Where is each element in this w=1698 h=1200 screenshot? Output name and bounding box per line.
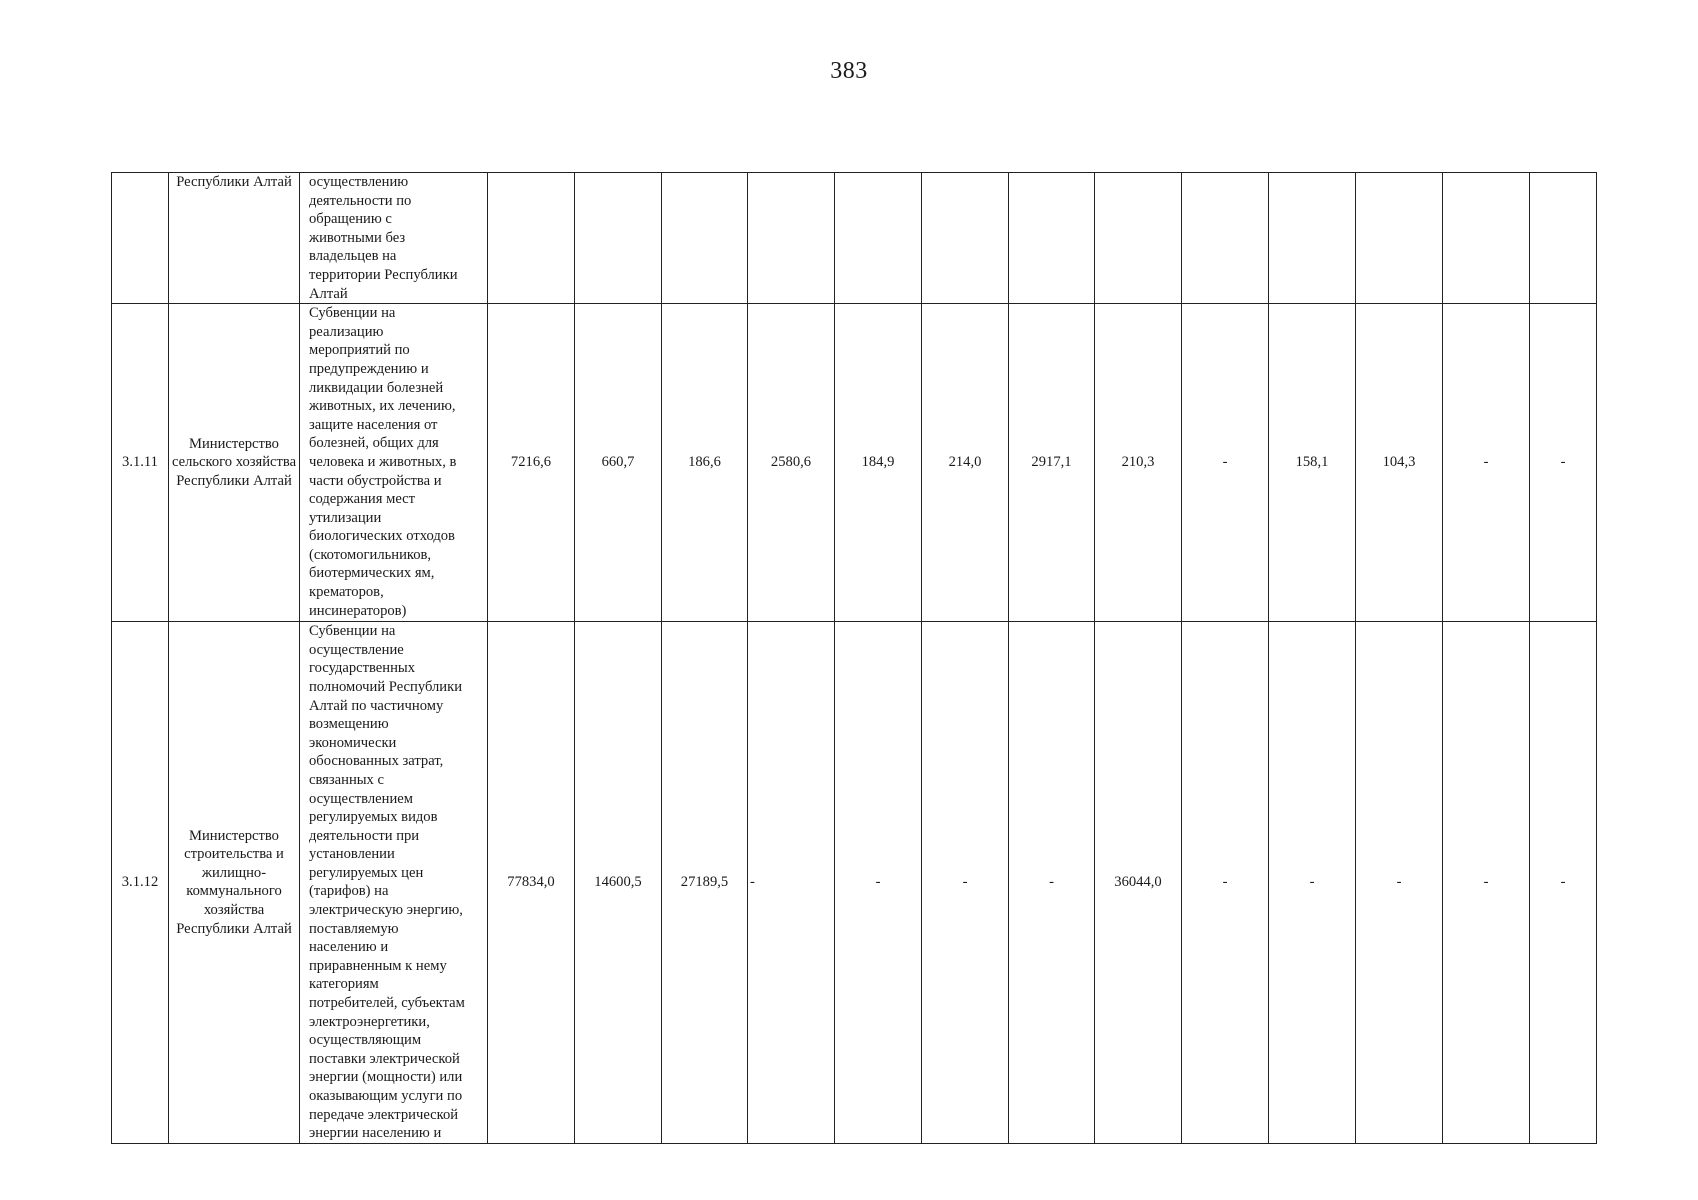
value-cell bbox=[662, 173, 748, 304]
value-cell: 184,9 bbox=[835, 304, 922, 622]
value-cell: 214,0 bbox=[922, 304, 1009, 622]
row-number: 3.1.11 bbox=[112, 304, 169, 622]
value-cell: - bbox=[1182, 622, 1269, 1144]
description-line: инсинераторов) bbox=[309, 602, 407, 619]
description-line: реализацию bbox=[309, 323, 384, 340]
value-cell bbox=[1182, 173, 1269, 304]
description-line: оказывающим услуги по bbox=[309, 1088, 463, 1104]
value-cell: - bbox=[922, 622, 1009, 1144]
description-line: осуществление bbox=[309, 641, 404, 658]
value-cell: 210,3 bbox=[1095, 304, 1182, 622]
description-line: осуществлению bbox=[309, 174, 409, 190]
description-line: биологических отходов bbox=[309, 528, 455, 545]
description-line: поставляемую bbox=[309, 920, 399, 937]
value-cell: 2580,6 bbox=[748, 304, 835, 622]
page-number: 383 bbox=[830, 58, 868, 84]
description-cell bbox=[300, 173, 488, 304]
value-cell bbox=[1269, 173, 1356, 304]
description-line: возмещению bbox=[309, 716, 389, 733]
value-cell bbox=[748, 173, 835, 304]
description-cell bbox=[300, 622, 488, 1144]
description-line: деятельности при bbox=[309, 827, 420, 844]
description-line: болезней, общих для bbox=[309, 435, 439, 452]
value-cell: 27189,5 bbox=[662, 622, 748, 1144]
description-line: части обустройства и bbox=[309, 472, 442, 489]
value-cell bbox=[922, 173, 1009, 304]
description-line: потребителей, субъектам bbox=[309, 995, 465, 1012]
description-line: электрическую энергию, bbox=[309, 902, 463, 919]
value-cell: 104,3 bbox=[1356, 304, 1443, 622]
description-line: обращению с bbox=[309, 211, 392, 228]
description-line: экономически bbox=[309, 734, 397, 751]
description-line: территории Республики bbox=[309, 266, 458, 283]
organization-cell: Министерство сельского хозяйства Республики Алтай bbox=[169, 304, 300, 622]
row-number: 3.1.12 bbox=[112, 622, 169, 1144]
description-line: животных, их лечению, bbox=[309, 398, 456, 415]
table-row bbox=[112, 304, 1597, 622]
description-line: электроэнергетики, bbox=[309, 1013, 430, 1030]
description-line: животными без bbox=[309, 229, 406, 246]
description-line: владельцев на bbox=[309, 248, 397, 265]
description-line: населению и bbox=[309, 939, 389, 956]
value-cell: 14600,5 bbox=[575, 622, 662, 1144]
value-cell bbox=[1095, 173, 1182, 304]
description-line: человека и животных, в bbox=[309, 453, 457, 470]
description-line: категориям bbox=[309, 976, 379, 993]
value-cell: - bbox=[1182, 304, 1269, 622]
value-cell: 2917,1 bbox=[1009, 304, 1095, 622]
description-line: (тарифов) на bbox=[309, 883, 389, 900]
description-line: энергии населению и bbox=[309, 1125, 442, 1142]
description-line: мероприятий по bbox=[309, 342, 410, 359]
description-line: (скотомогильников, bbox=[309, 546, 432, 563]
value-cell: 7216,6 bbox=[488, 304, 575, 622]
organization-cell: Министерство строительства и жилищно-коммунального хозяйства Республики Алтай bbox=[169, 622, 300, 1144]
budget-table bbox=[111, 172, 1597, 1144]
value-cell: - bbox=[1530, 622, 1597, 1144]
description-line: установлении bbox=[309, 846, 395, 863]
value-cell bbox=[1530, 173, 1597, 304]
value-cell: - bbox=[1443, 622, 1530, 1144]
description-line: регулируемых видов bbox=[309, 809, 438, 826]
description-line: связанных с bbox=[309, 771, 384, 788]
description-line: ликвидации болезней bbox=[309, 379, 444, 396]
value-cell: 158,1 bbox=[1269, 304, 1356, 622]
description-line: осуществлением bbox=[309, 790, 413, 807]
description-line: приравненным к нему bbox=[309, 957, 447, 974]
value-cell: 36044,0 bbox=[1095, 622, 1182, 1144]
description-line: утилизации bbox=[309, 509, 382, 526]
row-number bbox=[112, 173, 169, 304]
value-cell bbox=[1356, 173, 1443, 304]
description-line: осуществляющим bbox=[309, 1032, 422, 1049]
description-line: содержания мест bbox=[309, 491, 416, 508]
description-line: Субвенции на bbox=[309, 305, 396, 322]
value-cell bbox=[1443, 173, 1530, 304]
description-line: полномочий Республики bbox=[309, 678, 462, 695]
value-cell: - bbox=[748, 622, 835, 1144]
description-line: Алтай bbox=[309, 285, 348, 302]
table-row bbox=[112, 622, 1597, 1144]
value-cell bbox=[835, 173, 922, 304]
value-cell: - bbox=[835, 622, 922, 1144]
description-line: государственных bbox=[309, 660, 416, 677]
description-line: энергии (мощности) или bbox=[309, 1069, 463, 1086]
value-cell: 77834,0 bbox=[488, 622, 575, 1144]
value-cell bbox=[1009, 173, 1095, 304]
value-cell: - bbox=[1443, 304, 1530, 622]
description-line: Субвенции на bbox=[309, 623, 396, 640]
description-cell bbox=[300, 304, 488, 622]
description-line: крематоров, bbox=[309, 584, 384, 601]
value-cell: - bbox=[1356, 622, 1443, 1144]
description-line: регулируемых цен bbox=[309, 864, 424, 881]
value-cell bbox=[488, 173, 575, 304]
value-cell: - bbox=[1530, 304, 1597, 622]
value-cell: 186,6 bbox=[662, 304, 748, 622]
description-line: деятельности по bbox=[309, 192, 412, 209]
organization-cell: Республики Алтай bbox=[169, 173, 300, 304]
value-cell: - bbox=[1269, 622, 1356, 1144]
description-line: биотермических ям, bbox=[309, 565, 435, 582]
description-line: обоснованных затрат, bbox=[309, 753, 444, 770]
description-line: передаче электрической bbox=[309, 1106, 459, 1123]
description-line: поставки электрической bbox=[309, 1050, 460, 1067]
table-row bbox=[112, 173, 1597, 304]
description-line: Алтай по частичному bbox=[309, 697, 444, 714]
value-cell: 660,7 bbox=[575, 304, 662, 622]
value-cell: - bbox=[1009, 622, 1095, 1144]
value-cell bbox=[575, 173, 662, 304]
description-line: предупреждению и bbox=[309, 360, 429, 377]
description-line: защите населения от bbox=[309, 416, 438, 433]
